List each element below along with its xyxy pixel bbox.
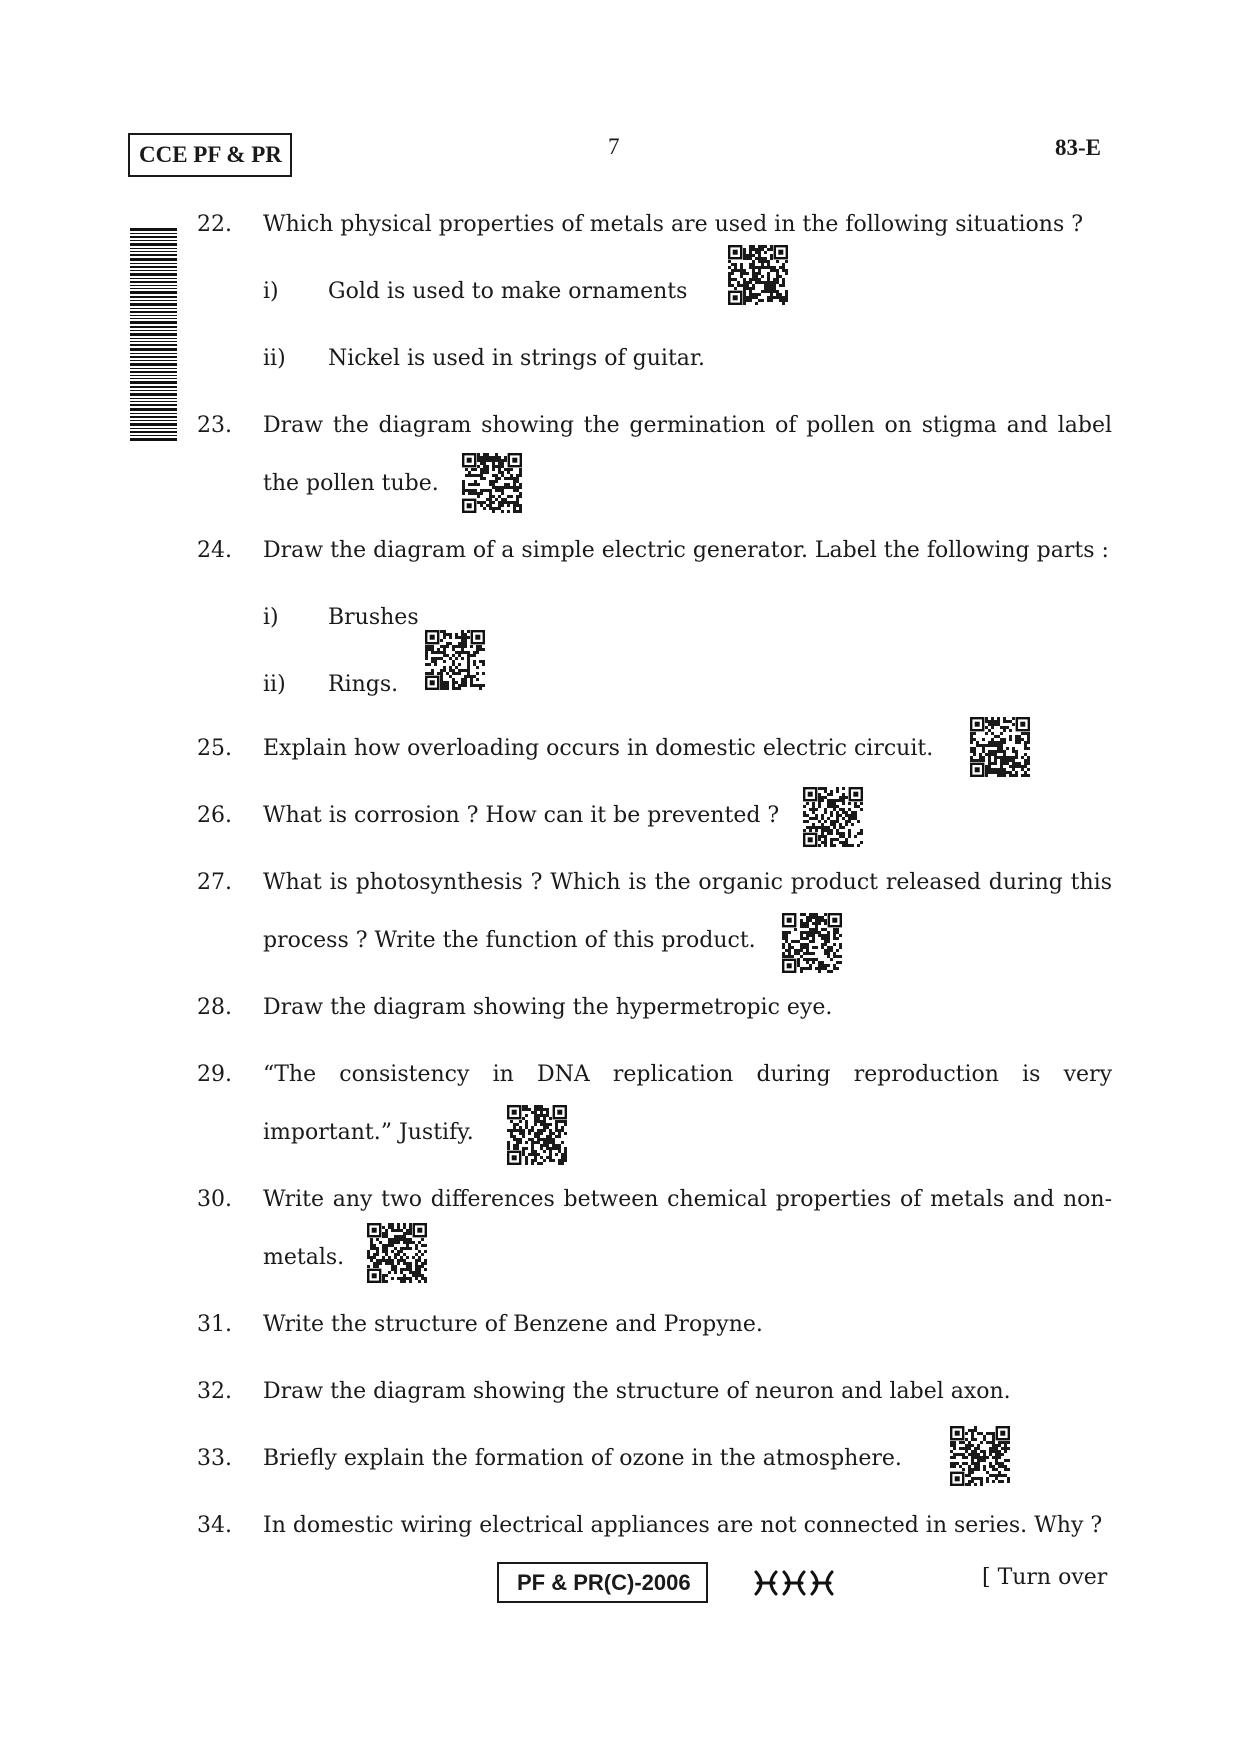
qr-code-icon	[782, 913, 842, 973]
question-31	[197, 1296, 1112, 1354]
qr-code-icon	[462, 453, 522, 513]
qr-code-icon	[970, 717, 1030, 777]
question-number: 27.	[197, 870, 232, 895]
question-number: 31.	[197, 1312, 232, 1337]
sub-label: ii)	[263, 346, 286, 371]
question-text-line: Draw the diagram showing the germination of pollen on stigma and label	[263, 413, 1112, 438]
sub-text: Gold is used to make ornaments	[328, 279, 688, 304]
qr-code-icon	[728, 245, 788, 305]
qr-code-icon	[367, 1223, 427, 1283]
question-number: 23.	[197, 413, 232, 438]
question-number: 32.	[197, 1379, 232, 1404]
question-28	[197, 979, 1112, 1037]
sub-label: ii)	[263, 672, 286, 697]
sub-text: Nickel is used in strings of guitar.	[328, 346, 705, 371]
question-22	[197, 196, 1112, 254]
question-text-line: important.” Justify.	[263, 1120, 474, 1145]
question-number: 25.	[197, 736, 232, 761]
question-number: 22.	[197, 212, 232, 237]
question-text-line: Write any two differences between chemical properties of metals and non-	[263, 1187, 1112, 1212]
question-number: 29.	[197, 1062, 232, 1087]
qr-code-icon	[950, 1426, 1010, 1486]
question-text: Draw the diagram of a simple electric generator. Label the following parts :	[263, 538, 1109, 563]
question-27	[197, 854, 1112, 970]
question-text-line: process ? Write the function of this product.	[263, 928, 756, 953]
sub-text: Rings.	[328, 672, 399, 697]
turn-over-note: [ Turn over	[982, 1565, 1108, 1590]
barcode-icon	[130, 228, 177, 442]
question-text: Explain how overloading occurs in domestic electric circuit.	[263, 736, 934, 761]
qr-code-icon	[507, 1105, 567, 1165]
question-text: Briefly explain the formation of ozone in the atmosphere.	[263, 1446, 902, 1471]
qr-code-icon	[803, 787, 863, 847]
question-30	[197, 1171, 1112, 1287]
question-text: Draw the diagram showing the hypermetropic eye.	[263, 995, 833, 1020]
question-text: What is corrosion ? How can it be prevented ?	[263, 803, 780, 828]
sub-text: Brushes	[328, 605, 419, 630]
question-number: 34.	[197, 1513, 232, 1538]
question-number: 28.	[197, 995, 232, 1020]
decorative-x-marks-icon	[752, 1568, 838, 1598]
question-text-line: What is photosynthesis ? Which is the organic product released during this	[263, 870, 1112, 895]
question-text: Draw the diagram showing the structure of neuron and label axon.	[263, 1379, 1011, 1404]
exam-code-box: CCE PF & PR	[128, 133, 292, 177]
question-number: 33.	[197, 1446, 232, 1471]
question-text-line: metals.	[263, 1245, 345, 1270]
question-34	[197, 1497, 1112, 1555]
question-text-line: the pollen tube.	[263, 471, 439, 496]
question-26	[197, 787, 1112, 845]
question-number: 24.	[197, 538, 232, 563]
question-text-line: “The consistency in DNA replication during reproduction is very	[263, 1062, 1112, 1087]
question-29	[197, 1046, 1112, 1162]
sub-label: i)	[263, 279, 279, 304]
question-23	[197, 397, 1112, 513]
page-number: 7	[608, 134, 620, 159]
question-32	[197, 1363, 1112, 1421]
question-number: 26.	[197, 803, 232, 828]
question-number: 30.	[197, 1187, 232, 1212]
question-text: Write the structure of Benzene and Propyne.	[263, 1312, 763, 1337]
paper-code: 83-E	[1055, 135, 1101, 160]
question-text: Which physical properties of metals are used in the following situations ?	[263, 212, 1084, 237]
footer-paper-code: PF & PR(C)-2006	[497, 1562, 708, 1603]
sub-label: i)	[263, 605, 279, 630]
qr-code-icon	[425, 630, 485, 690]
question-text: In domestic wiring electrical appliances are not connected in series. Why ?	[263, 1513, 1103, 1538]
question-24	[197, 522, 1112, 580]
